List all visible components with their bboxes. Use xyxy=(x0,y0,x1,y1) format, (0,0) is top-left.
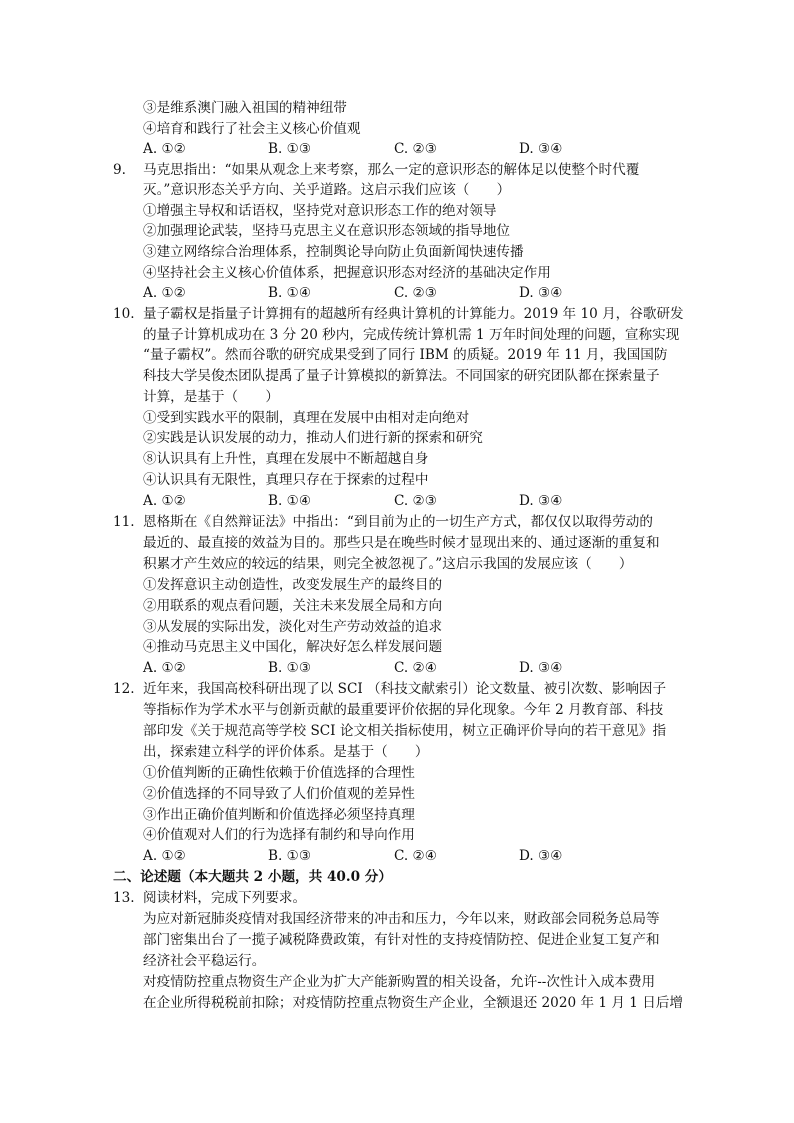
q10-stem-line: 量子霸权是指量子计算拥有的超越所有经典计算机的计算能力。2019 年 10 月，谷歌研发 xyxy=(143,306,684,322)
q13-line: 对疫情防控重点物资生产企业为扩大产能新购置的相关设备，允许--次性计入成本费用 xyxy=(143,974,656,990)
q9-statement-2: ②加强理论武装，坚持马克思主义在意识形态领域的指导地位 xyxy=(143,223,511,239)
q11-statement-1: ①发挥意识主动创造性，改变发展生产的最终目的 xyxy=(143,577,443,593)
q8-options xyxy=(143,139,663,159)
option-d: D. ③④ xyxy=(519,285,563,301)
q11-stem-line: 最近的、最直接的效益为目的。那些只是在晚些时候才显现出来的、通过逐渐的重复和 xyxy=(143,535,660,551)
q13-line: 经济社会平稳运行。 xyxy=(143,953,266,969)
question-number: 11. xyxy=(113,514,135,530)
q10-statement-1: ①受到实践水平的限制，真理在发展中由相对走向绝对 xyxy=(143,410,470,426)
q10-stem-line: 的量子计算机成功在 3 分 20 秒内，完成传统计算机需 1 万年时间处理的问题，宣称实现 xyxy=(143,327,680,343)
q12-statement-3: ③作出正确价值判断和价值选择必须坚持真理 xyxy=(143,807,415,823)
q11-options xyxy=(143,658,663,678)
q12-statement-1: ①价值判断的正确性依赖于价值选择的合理性 xyxy=(143,765,415,781)
q13-line: 阅读材料，完成下列要求。 xyxy=(143,890,307,906)
q8-statement-3: ③是维系澳门融入祖国的精神纽带 xyxy=(143,100,347,116)
q12-stem-line: 出，探索建立科学的评价体系。是基于（ ） xyxy=(143,744,429,760)
option-a: A. ①② xyxy=(143,848,186,864)
question-number: 9. xyxy=(113,162,126,178)
option-a: A. ①② xyxy=(143,141,186,157)
option-b: B. ①④ xyxy=(268,285,312,301)
option-d: D. ③④ xyxy=(519,141,563,157)
option-c: C. ②③ xyxy=(394,285,437,301)
q12-stem-line: 等指标作为学术水平与创新贡献的最重要评价依据的异化现象。今年 2 月教育部、科技 xyxy=(143,702,664,718)
option-b: B. ①③ xyxy=(268,848,312,864)
q10-stem-line: 计算，是基于（ ） xyxy=(143,389,279,405)
q9-statement-4: ④坚持社会主义核心价值体系，把握意识形态对经济的基础决定作用 xyxy=(143,265,551,281)
q13-line: 在企业所得税税前扣除；对疫情防控重点物资生产企业，全额退还 2020 年 1 月 1 日后增 xyxy=(143,995,684,1011)
q9-options xyxy=(143,283,663,303)
q11-statement-3: ③从发展的实际出发，淡化对生产劳动效益的追求 xyxy=(143,619,443,635)
option-a: A. ①② xyxy=(143,285,186,301)
q10-stem-line: 科技大学吴俊杰团队提禹了量子计算模拟的新算法。不同国家的研究团队都在探索量子 xyxy=(143,368,660,384)
q9-stem-line: 灭。”意识形态关乎方向、关乎道路。这启示我们应该（ ） xyxy=(143,182,511,198)
q8-statement-4: ④培育和践行了社会主义核心价值观 xyxy=(143,121,361,137)
q13-line: 部门密集出台了一揽子减税降费政策，有针对性的支持疫情防控、促进企业复工复产和 xyxy=(143,932,660,948)
q11-statement-2: ②用联系的观点看问题，关注未来发展全局和方向 xyxy=(143,598,443,614)
option-b: B. ①④ xyxy=(268,493,312,509)
option-a: A. ①② xyxy=(143,660,186,676)
q10-statement-2: ②实践是认识发展的动力，推动人们进行新的探索和研究 xyxy=(143,430,483,446)
option-b: B. ①③ xyxy=(268,660,312,676)
option-d: D. ③④ xyxy=(519,493,563,509)
q10-statement-4: ④认识具有无限性，真理只存在于探索的过程中 xyxy=(143,472,429,488)
option-c: C. ②③ xyxy=(394,493,437,509)
section-heading: 二、论述题（本大题共 2 小题，共 40.0 分） xyxy=(113,869,392,885)
option-b: B. ①③ xyxy=(268,141,312,157)
q10-statement-3: ⑧认识具有上升性，真理在发展中不断超越自身 xyxy=(143,451,429,467)
option-c: C. ②④ xyxy=(394,848,437,864)
option-c: C. ②④ xyxy=(394,660,437,676)
question-number: 13. xyxy=(113,890,135,906)
q12-options xyxy=(143,846,663,866)
q11-statement-4: ④推动马克思主义中国化，解决好怎么样发展问题 xyxy=(143,639,443,655)
question-number: 10. xyxy=(113,306,135,322)
option-d: D. ③④ xyxy=(519,660,563,676)
q9-statement-3: ③建立网络综合治理体系，控制舆论导向防止负面新闻快速传播 xyxy=(143,244,524,260)
q12-stem-line: 部印发《关于规范高等学校 SCI 论文相关指标使用，树立正确评价导向的若干意见》指 xyxy=(143,723,667,739)
q9-statement-1: ①增强主导权和话语权，坚持党对意识形态工作的绝对领导 xyxy=(143,203,497,219)
q12-statement-2: ②价值选择的不同导致了人们价值观的差异性 xyxy=(143,786,415,802)
q11-stem-line: 积累才产生效应的较远的结果，则完全被忽视了。”这启示我国的发展应该（ ） xyxy=(143,556,633,572)
q12-statement-4: ④价值观对人们的行为选择有制约和导向作用 xyxy=(143,827,415,843)
q10-options xyxy=(143,491,663,511)
option-a: A. ①② xyxy=(143,493,186,509)
question-number: 12. xyxy=(113,681,135,697)
q12-stem-line: 近年来，我国高校科研出现了以 SCI （科技文献索引）论文数量、被引次数、影响因子 xyxy=(143,681,667,697)
q10-stem-line: “量子霸权”。然而谷歌的研究成果受到了同行 IBM 的质疑。2019 年 11 月，我国国防 xyxy=(143,347,668,363)
q9-stem-line: 马克思指出：“如果从观念上来考察，那么一定的意识形态的解体足以使整个时代覆 xyxy=(143,162,640,178)
q13-line: 为应对新冠肺炎疫情对我国经济带来的冲击和压力，今年以来，财政部会同税务总局等 xyxy=(143,911,660,927)
option-c: C. ②③ xyxy=(394,141,437,157)
q11-stem-line: 恩格斯在《自然辩证法》中指出：“到目前为止的一切生产方式，都仅仅以取得劳动的 xyxy=(143,514,653,530)
option-d: D. ③④ xyxy=(519,848,563,864)
